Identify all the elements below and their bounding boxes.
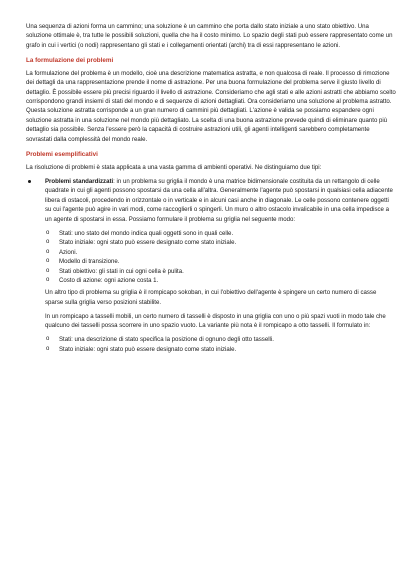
list-item: o Stati: una descrizione di stato specifica la posizione di ognuno degli otto tasselli. (46, 336, 274, 344)
list-item: o Stati obiettivo: gli stati in cui ogni cella è pulita. (46, 267, 184, 275)
problem-types-list (26, 177, 396, 224)
circle-bullet-icon: o (46, 336, 50, 343)
bullet-body-text: : in un problema su griglia il mondo è una matrice bidimensionale costituita da un rettangolo di celle quadrate in cui gli agenti possono spostarsi da una cella all'altra. Generalmente l'agente può spostarsi in qualsiasi cella adiacente libera di ostacoli, procedendo in orizzontale o in verticale e in alcuni casi anche in diagonale. Le celle possono contenere oggetti su cui l'agente può agire in vari modi, come raccoglierli o spingerli. Un muro o altro ostacolo invalicabile in una cella impedisce a un agente di spostarsi in essa. Possiamo formulare il problema su griglia nel seguente modo: (45, 178, 393, 223)
list-item: o Costo di azione: ogni azione costa 1. (46, 277, 159, 285)
puzzle-formulation-list (26, 335, 396, 354)
circle-bullet-icon: o (46, 277, 50, 284)
intro-paragraph: Una sequenza di azioni forma un cammino; una soluzione è un cammino che porta dallo stato iniziale a uno stato obiettivo. Una soluzione ottimale è, tra tutte le possibili soluzioni, quella che ha il costo minimo. Lo spazio degli stati può essere rappresentato come un grafo in cui i vertici (o nodi) rappresentano gli stati e i collegamenti orientati (archi) tra di essi rappresentano le azioni. (26, 23, 393, 49)
grid-formulation-list (26, 229, 396, 285)
circle-bullet-icon: o (46, 230, 50, 237)
sokoban-paragraph: Un altro tipo di problema su griglia è il rompicapo sokoban, in cui l'obiettivo dell'agente è spingere un certo numero di casse sparse sulla griglia verso posizioni stabilite. (45, 289, 377, 306)
circle-bullet-icon: o (46, 267, 50, 274)
section-heading-formulation: La formulazione dei problemi (26, 57, 114, 65)
list-item: o Azioni. (46, 248, 78, 256)
list-item: o Stato iniziale: ogni stato può essere designato come stato iniziale. (46, 239, 237, 247)
bullet-lead-text: Problemi standardizzati (45, 178, 114, 186)
list-item (26, 177, 396, 224)
circle-bullet-icon: o (46, 248, 50, 255)
examples-intro-paragraph: La risoluzione di problemi è stata applicata a una vasta gamma di ambienti operativi. Ne distinguiamo due tipi: (26, 163, 322, 171)
circle-bullet-icon: o (46, 345, 50, 352)
section-heading-examples: Problemi esemplificativi (26, 151, 98, 159)
list-item: o Stato iniziale: ogni stato può essere designato come stato iniziale. (46, 345, 237, 353)
formulation-paragraph: La formulazione del problema è un modello, cioè una descrizione matematica astratta, e non qualcosa di reale. Il processo di rimozione dei dettagli da una rappresentazione prende il nome di astrazione. Per una buona formulazione del problema serve il giusto livello di dettaglio. È possibile essere più precisi riguardo il livello di astrazione. Consideriamo che agli stati e alle azioni astratti che abbiamo scelto corrispondono grandi insiemi di stati del mondo e di sequenze di azioni dettagliati. Ora consideriamo una soluzione al problema astratto. Questa soluzione astratta corrisponde a un gran numero di cammini più dettagliati. L'azione è valida se possiamo espandere ogni soluzione astratta in una soluzione nel mondo più dettagliato. La scelta di una buona astrazione prevede quindi di eliminare quanto più dettaglio sia possibile. Senza l'essere però la capacità di costruire astrazioni utili, gli agenti intelligenti sarebbero completamente sovrastati dalla complessità del mondo reale. (26, 69, 396, 143)
sliding-puzzle-paragraph: In un rompicapo a tasselli mobili, un certo numero di tasselli è disposto in una griglia con uno o più spazi vuoti in modo tale che qualcuno dei tasselli possa scorrere in uno spazio vuoto. La variante più nota è il rompicapo a otto tasselli. Il formulato in: (45, 312, 386, 330)
circle-bullet-icon: o (46, 239, 50, 246)
bullet-icon (28, 180, 31, 183)
circle-bullet-icon: o (46, 258, 50, 265)
document-page (26, 22, 396, 357)
list-item: o Modello di transizione. (46, 258, 120, 266)
list-item: o Stati: uno stato del mondo indica quali oggetti sono in quali celle. (46, 230, 234, 238)
